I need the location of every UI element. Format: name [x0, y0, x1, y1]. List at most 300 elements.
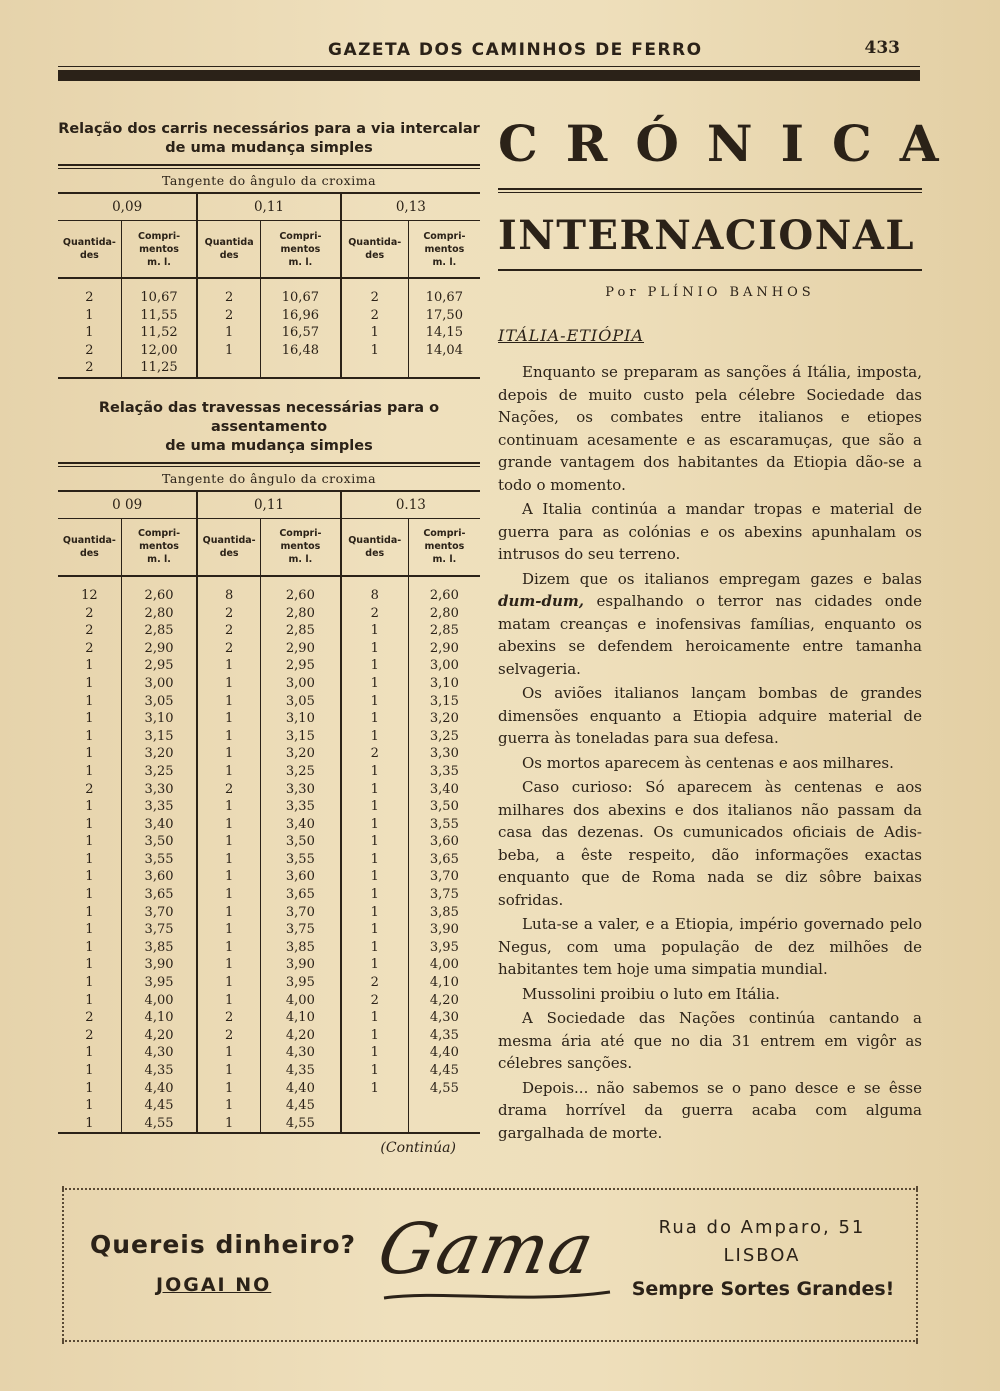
quantity-cell: 1	[341, 956, 409, 974]
quantity-cell	[341, 359, 409, 378]
table-row	[58, 1027, 480, 1045]
running-head	[58, 38, 920, 66]
length-cell: 16,48	[261, 342, 341, 360]
length-cell: 2,80	[261, 605, 341, 623]
length-cell: 3,60	[121, 868, 197, 886]
length-cell: 4,10	[121, 1009, 197, 1027]
table-row	[58, 587, 480, 605]
length-cell: 3,50	[261, 833, 341, 851]
table-row	[58, 886, 480, 904]
length-cell: 3,90	[408, 921, 480, 939]
quantity-cell: 1	[197, 851, 260, 869]
heading-rule	[498, 188, 922, 193]
quantity-cell: 2	[341, 289, 409, 307]
length-cell: 3,15	[408, 693, 480, 711]
table-row	[58, 640, 480, 658]
quantity-cell: 1	[85, 939, 94, 955]
ad-address	[622, 1214, 902, 1270]
section-heading: ITÁLIA-ETIÓPIA	[498, 326, 645, 345]
quantity-cell: 1	[341, 1027, 409, 1045]
quantity-cell: 1	[341, 851, 409, 869]
length-cell: 3,15	[261, 728, 341, 746]
table2-title-line1: Relação das travessas necessárias para o assentamento	[98, 399, 440, 435]
quantity-cell: 2	[85, 342, 94, 358]
table2-title-line2: de uma mudança simples	[165, 437, 373, 454]
ad-jogai: JOGAI NO	[156, 1274, 272, 1296]
length-cell: 3,30	[408, 745, 480, 763]
table2-title-rule	[58, 462, 480, 467]
length-cell	[408, 359, 480, 378]
length-cell: 3,70	[408, 868, 480, 886]
quantity-cell: 1	[341, 1044, 409, 1062]
quantity-cell: 2	[197, 640, 260, 658]
length-cell: 3,25	[121, 763, 197, 781]
table-row	[58, 1080, 480, 1098]
quantity-cell: 2	[58, 359, 121, 378]
length-cell: 2,80	[121, 605, 197, 623]
table2-angle-2: 0.13	[341, 491, 480, 519]
table-row	[58, 851, 480, 869]
quantity-cell: 2	[85, 290, 94, 305]
length-cell: 4,20	[261, 1027, 341, 1045]
quantity-cell: 2	[85, 640, 94, 656]
table2-header-qty: Quantida- des	[58, 518, 121, 576]
header-rule-thin	[58, 66, 920, 67]
quantity-cell: 1	[341, 657, 409, 675]
length-cell: 12,00	[121, 342, 197, 360]
quantity-cell: 1	[341, 1009, 409, 1027]
length-cell: 4,45	[408, 1062, 480, 1080]
length-cell: 3,95	[408, 939, 480, 957]
quantity-cell: 2	[197, 1009, 260, 1027]
table1-body	[58, 278, 480, 378]
quantity-cell: 1	[197, 324, 260, 342]
quantity-cell: 1	[197, 833, 260, 851]
quantity-cell: 1	[85, 746, 94, 762]
table-row	[58, 992, 480, 1010]
quantity-cell: 1	[341, 622, 409, 640]
table-row	[58, 307, 480, 325]
quantity-cell: 1	[85, 834, 94, 850]
length-cell: 14,15	[408, 324, 480, 342]
length-cell: 3,25	[261, 763, 341, 781]
table1-angle-0: 0,09	[58, 193, 197, 221]
header-rule	[58, 70, 920, 81]
length-cell: 3,55	[121, 851, 197, 869]
quantity-cell: 1	[341, 904, 409, 922]
length-cell: 4,45	[121, 1097, 197, 1115]
quantity-cell: 1	[197, 939, 260, 957]
length-cell: 4,10	[261, 1009, 341, 1027]
quantity-cell: 1	[85, 658, 94, 674]
length-cell: 3,75	[261, 921, 341, 939]
length-cell: 4,30	[261, 1044, 341, 1062]
length-cell: 3,35	[408, 763, 480, 781]
table-row	[58, 1009, 480, 1027]
length-cell: 3,65	[121, 886, 197, 904]
quantity-cell: 2	[197, 307, 260, 325]
length-cell: 16,57	[261, 324, 341, 342]
length-cell: 2,90	[121, 640, 197, 658]
length-cell: 3,10	[261, 710, 341, 728]
paragraph: Os aviões italianos lançam bombas de grandes dimensões enquanto a Etiopia adquire material de guerra às toneladas para sua defesa.	[498, 684, 922, 747]
length-cell: 17,50	[408, 307, 480, 325]
length-cell: 3,15	[121, 728, 197, 746]
quantity-cell: 1	[85, 675, 94, 691]
quantity-cell: 1	[341, 833, 409, 851]
table-row	[58, 710, 480, 728]
quantity-cell: 1	[85, 711, 94, 727]
length-cell: 3,85	[121, 939, 197, 957]
length-cell: 3,60	[408, 833, 480, 851]
table2-sleepers	[58, 490, 480, 1134]
table2-header-len: Compri- mentos m. l.	[261, 518, 341, 576]
quantity-cell: 1	[197, 956, 260, 974]
length-cell: 4,10	[408, 974, 480, 992]
quantity-cell: 1	[197, 710, 260, 728]
table-row	[58, 798, 480, 816]
paragraph: Enquanto se preparam as sanções á Itália, imposta, depois de muito custo pela célebre Sociedade das Nações, os combates entre italianos e etiopes continuam acesamente e as escaramuças, que são a grande vantagem dos habitantes da Etiopia dão-se a todo o momento.	[498, 363, 922, 494]
quantity-cell: 1	[85, 307, 94, 323]
length-cell: 4,00	[121, 992, 197, 1010]
length-cell: 4,55	[121, 1115, 197, 1134]
length-cell: 4,55	[408, 1080, 480, 1098]
length-cell: 4,40	[121, 1080, 197, 1098]
length-cell: 3,30	[121, 781, 197, 799]
quantity-cell: 2	[197, 622, 260, 640]
quantity-cell: 1	[197, 974, 260, 992]
quantity-cell: 1	[85, 693, 94, 709]
quantity-cell	[341, 1097, 409, 1115]
quantity-cell: 12	[81, 587, 98, 603]
length-cell: 3,70	[261, 904, 341, 922]
quantity-cell: 1	[197, 1044, 260, 1062]
table-row	[58, 921, 480, 939]
quantity-cell: 2	[341, 992, 409, 1010]
length-cell: 3,60	[261, 868, 341, 886]
quantity-cell: 2	[85, 605, 94, 621]
article-heading-line1: CRÓNICA	[498, 114, 967, 173]
article-body	[498, 361, 922, 1144]
quantity-cell: 1	[197, 904, 260, 922]
paragraph: Dizem que os italianos empregam gazes e balas dum-dum, espalhando o terror nas cidades onde matam creanças e inofensivas famílias, enquanto os abexins se defendem heroicamente entre tamanha selvageria.	[498, 569, 922, 678]
table1-title-rule	[58, 164, 480, 169]
length-cell: 3,10	[121, 710, 197, 728]
table1-angle-2: 0,13	[341, 193, 480, 221]
table2-body	[58, 576, 480, 1133]
table1-header-len: Compri- mentos m. l.	[408, 221, 480, 279]
quantity-cell	[197, 359, 260, 378]
quantity-cell: 1	[341, 710, 409, 728]
quantity-cell: 1	[85, 869, 94, 885]
table-row	[58, 939, 480, 957]
quantity-cell: 1	[85, 1045, 94, 1061]
quantity-cell: 2	[85, 781, 94, 797]
quantity-cell: 1	[85, 887, 94, 903]
length-cell: 2,90	[408, 640, 480, 658]
length-cell: 2,95	[121, 657, 197, 675]
table2-angle-1: 0,11	[197, 491, 340, 519]
table-row	[58, 1062, 480, 1080]
table-row	[58, 728, 480, 746]
length-cell: 3,95	[261, 974, 341, 992]
table-row	[58, 833, 480, 851]
length-cell: 2,60	[408, 587, 480, 605]
ad-address-line2: LISBOA	[723, 1245, 801, 1266]
quantity-cell: 1	[85, 1098, 94, 1114]
quantity-cell: 1	[197, 816, 260, 834]
table-row	[58, 904, 480, 922]
length-cell: 3,10	[408, 675, 480, 693]
length-cell: 3,85	[408, 904, 480, 922]
length-cell: 3,50	[408, 798, 480, 816]
quantity-cell: 2	[197, 1027, 260, 1045]
table1-header-qty: Quantida- des	[341, 221, 409, 279]
length-cell: 3,35	[121, 798, 197, 816]
quantity-cell: 2	[85, 1027, 94, 1043]
table-row	[58, 763, 480, 781]
length-cell: 3,65	[261, 886, 341, 904]
table-row	[58, 342, 480, 360]
quantity-cell: 1	[197, 992, 260, 1010]
quantity-cell: 8	[197, 587, 260, 605]
quantity-cell: 1	[197, 745, 260, 763]
quantity-cell: 1	[341, 798, 409, 816]
paragraph: A Sociedade das Nações continúa cantando a mesma ária até que no dia 31 entrem em vigôr as célebres sanções.	[498, 1009, 922, 1072]
table-row	[58, 657, 480, 675]
ad-address-line1: Rua do Amparo, 51	[658, 1217, 866, 1238]
quantity-cell: 1	[85, 922, 94, 938]
table1-header-len: Compri- mentos m. l.	[261, 221, 341, 279]
table-row	[58, 974, 480, 992]
table-row	[58, 324, 480, 342]
length-cell: 4,35	[408, 1027, 480, 1045]
quantity-cell: 1	[197, 1062, 260, 1080]
table-row	[58, 1044, 480, 1062]
quantity-cell: 1	[341, 1062, 409, 1080]
quantity-cell: 1	[197, 675, 260, 693]
quantity-cell: 2	[85, 1010, 94, 1026]
length-cell: 3,20	[121, 745, 197, 763]
length-cell: 11,55	[121, 307, 197, 325]
paragraph: Luta-se a valer, e a Etiopia, império governado pelo Negus, com uma população de dez milhões de habitantes tem hoje uma simpatia mundial.	[498, 915, 922, 978]
quantity-cell: 1	[85, 851, 94, 867]
length-cell: 11,25	[121, 359, 197, 378]
length-cell: 3,40	[121, 816, 197, 834]
table-row	[58, 622, 480, 640]
quantity-cell: 1	[197, 1115, 260, 1134]
quantity-cell: 1	[85, 816, 94, 832]
length-cell: 3,55	[261, 851, 341, 869]
length-cell: 4,30	[408, 1009, 480, 1027]
quantity-cell: 2	[341, 307, 409, 325]
length-cell: 4,30	[121, 1044, 197, 1062]
paragraph: Depois... não sabemos se o pano desce e se êsse drama horrível da guerra acaba com alguma gargalhada de morte.	[498, 1078, 922, 1142]
quantity-cell: 1	[85, 1080, 94, 1096]
quantity-cell: 1	[197, 886, 260, 904]
paragraph: Os mortos aparecem às centenas e aos milhares.	[522, 753, 894, 772]
table2-angle-0: 0 09	[58, 491, 197, 519]
quantity-cell: 1	[197, 798, 260, 816]
length-cell: 3,20	[408, 710, 480, 728]
quantity-cell: 1	[85, 728, 94, 744]
length-cell: 2,60	[121, 587, 197, 605]
length-cell: 4,40	[408, 1044, 480, 1062]
table-row	[58, 359, 480, 378]
quantity-cell: 2	[197, 605, 260, 623]
length-cell: 14,04	[408, 342, 480, 360]
quantity-cell: 1	[341, 781, 409, 799]
quantity-cell: 2	[341, 605, 409, 623]
length-cell: 4,00	[408, 956, 480, 974]
length-cell: 3,00	[121, 675, 197, 693]
table-row	[58, 956, 480, 974]
table1-title-line1: Relação dos carris necessários para a via intercalar	[58, 121, 480, 137]
quantity-cell: 1	[58, 1115, 121, 1134]
quantity-cell: 1	[197, 921, 260, 939]
length-cell: 3,25	[408, 728, 480, 746]
quantity-cell: 1	[85, 992, 94, 1008]
length-cell: 2,80	[408, 605, 480, 623]
length-cell: 4,35	[121, 1062, 197, 1080]
length-cell: 3,30	[261, 781, 341, 799]
continua-note: (Continúa)	[380, 1140, 456, 1157]
length-cell: 16,96	[261, 307, 341, 325]
length-cell: 11,52	[121, 324, 197, 342]
length-cell: 3,95	[121, 974, 197, 992]
length-cell: 2,60	[261, 587, 341, 605]
length-cell: 3,75	[121, 921, 197, 939]
length-cell: 3,65	[408, 851, 480, 869]
quantity-cell: 1	[341, 728, 409, 746]
table2-header-qty: Quantida- des	[197, 518, 260, 576]
length-cell	[408, 1097, 480, 1115]
table-row	[58, 1115, 480, 1134]
ad-question: Quereis dinheiro?	[90, 1230, 357, 1259]
table2-header-len: Compri- mentos m. l.	[121, 518, 197, 576]
running-title: GAZETA DOS CAMINHOS DE FERRO	[328, 40, 703, 60]
table2-header-len: Compri- mentos m. l.	[408, 518, 480, 576]
quantity-cell: 1	[341, 693, 409, 711]
quantity-cell: 1	[341, 816, 409, 834]
length-cell: 3,40	[261, 816, 341, 834]
length-cell: 4,00	[261, 992, 341, 1010]
quantity-cell: 2	[85, 623, 94, 639]
table-row	[58, 1097, 480, 1115]
heading-rule-2	[498, 269, 922, 271]
right-column	[498, 114, 967, 1144]
table-row	[58, 745, 480, 763]
quantity-cell: 1	[85, 763, 94, 779]
quantity-cell: 2	[341, 974, 409, 992]
quantity-cell: 1	[85, 975, 94, 991]
table1-header-qty: Quantida des	[197, 221, 260, 279]
table-row	[58, 675, 480, 693]
length-cell: 4,20	[121, 1027, 197, 1045]
emphasis: dum-dum,	[498, 592, 584, 610]
table2-tangent-label: Tangente do ângulo da croxima	[161, 470, 377, 486]
quantity-cell: 1	[85, 325, 94, 341]
quantity-cell: 1	[341, 640, 409, 658]
quantity-cell: 1	[197, 1097, 260, 1115]
paragraph: A Italia continúa a mandar tropas e material de guerra para as colónias e os abexins apunhalam os intrusos do seu terreno.	[498, 500, 922, 563]
quantity-cell: 1	[341, 1080, 409, 1098]
length-cell: 10,67	[261, 289, 341, 307]
quantity-cell: 1	[197, 693, 260, 711]
table1-header-len: Compri- mentos m. l.	[121, 221, 197, 279]
quantity-cell: 2	[341, 745, 409, 763]
length-cell: 3,00	[261, 675, 341, 693]
length-cell: 2,85	[121, 622, 197, 640]
quantity-cell: 1	[341, 868, 409, 886]
length-cell: 3,40	[408, 781, 480, 799]
length-cell: 3,50	[121, 833, 197, 851]
length-cell: 3,05	[261, 693, 341, 711]
table2-header-qty: Quantida- des	[341, 518, 409, 576]
quantity-cell: 2	[197, 781, 260, 799]
quantity-cell: 1	[85, 957, 94, 973]
quantity-cell: 2	[197, 289, 260, 307]
length-cell: 3,85	[261, 939, 341, 957]
table-row	[58, 289, 480, 307]
quantity-cell: 1	[85, 904, 94, 920]
quantity-cell: 1	[341, 675, 409, 693]
table-row	[58, 868, 480, 886]
length-cell: 3,70	[121, 904, 197, 922]
length-cell: 3,20	[261, 745, 341, 763]
left-column	[58, 120, 480, 1156]
length-cell: 10,67	[121, 289, 197, 307]
length-cell: 4,35	[261, 1062, 341, 1080]
byline: Por PLÍNIO BANHOS	[605, 285, 815, 300]
length-cell: 10,67	[408, 289, 480, 307]
quantity-cell: 1	[341, 886, 409, 904]
length-cell	[261, 359, 341, 378]
ad-slogan: Sempre Sortes Grandes!	[631, 1278, 895, 1300]
table-row	[58, 605, 480, 623]
length-cell: 3,35	[261, 798, 341, 816]
length-cell: 3,75	[408, 886, 480, 904]
table1-header-qty: Quantida- des	[58, 221, 121, 279]
length-cell: 3,90	[261, 956, 341, 974]
length-cell: 3,90	[121, 956, 197, 974]
quantity-cell: 1	[341, 921, 409, 939]
length-cell: 2,85	[408, 622, 480, 640]
length-cell: 3,55	[408, 816, 480, 834]
length-cell: 2,90	[261, 640, 341, 658]
quantity-cell: 8	[341, 587, 409, 605]
length-cell	[408, 1115, 480, 1134]
table-row	[58, 781, 480, 799]
quantity-cell: 1	[197, 657, 260, 675]
article-heading-line2: INTERNACIONAL	[498, 212, 915, 259]
quantity-cell	[341, 1115, 409, 1134]
table1-rails	[58, 192, 480, 379]
length-cell: 4,20	[408, 992, 480, 1010]
table1-title-line2: de uma mudança simples	[165, 140, 373, 156]
ad-brand-logo: Gama	[371, 1208, 603, 1290]
quantity-cell: 1	[197, 763, 260, 781]
advertisement	[62, 1188, 918, 1342]
length-cell: 2,95	[261, 657, 341, 675]
quantity-cell: 1	[85, 1063, 94, 1078]
quantity-cell: 1	[197, 1080, 260, 1098]
length-cell: 4,40	[261, 1080, 341, 1098]
table1-tangent-label: Tangente do ângulo da croxima	[161, 173, 377, 188]
quantity-cell: 1	[341, 763, 409, 781]
table1-angle-1: 0,11	[197, 193, 340, 221]
paragraph: Mussolini proibiu o luto em Itália.	[522, 984, 780, 1003]
